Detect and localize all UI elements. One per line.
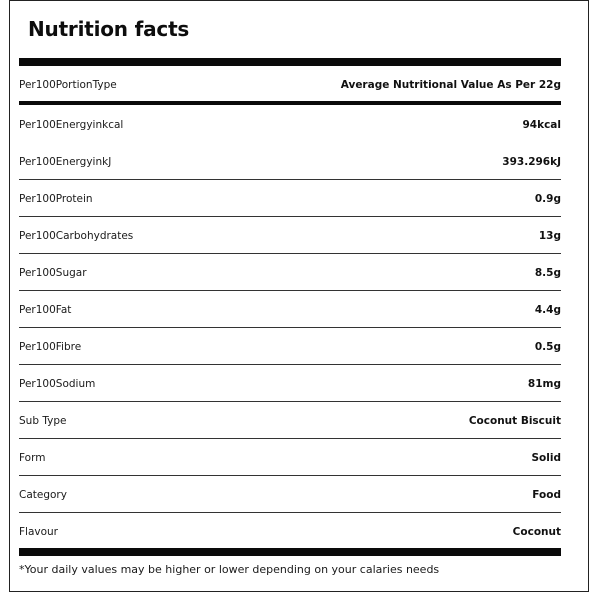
row-label: Per100Fibre	[19, 340, 82, 353]
row-value: Food	[532, 488, 561, 501]
table-row	[19, 365, 561, 402]
row-label: Per100Sugar	[19, 266, 87, 279]
row-label: Per100Fat	[19, 303, 72, 316]
table-row	[19, 254, 561, 291]
row-value: 4.4g	[534, 303, 561, 316]
table-row	[19, 291, 561, 328]
table-row	[19, 106, 561, 143]
row-value: Solid	[531, 451, 561, 464]
table-row	[19, 402, 561, 439]
row-label: Sub Type	[19, 414, 67, 427]
table-row	[19, 66, 561, 103]
table-row	[19, 328, 561, 365]
table-row	[19, 180, 561, 217]
row-value: 0.9g	[534, 192, 561, 205]
row-label: Per100Sodium	[19, 377, 96, 390]
row-label: Per100Protein	[19, 192, 93, 205]
row-value: Average Nutritional Value As Per 22g	[340, 78, 561, 91]
row-value: 0.5g	[534, 340, 561, 353]
row-label: Flavour	[19, 525, 59, 538]
row-label: Per100Energyinkcal	[19, 118, 124, 131]
table-row	[19, 217, 561, 254]
footnote: *Your daily values may be higher or lower depending on your calaries needs	[19, 563, 440, 576]
row-label: Per100EnergyinkJ	[19, 155, 112, 168]
top-thick-divider	[19, 58, 561, 66]
table-row	[19, 513, 561, 550]
table-row	[19, 143, 561, 180]
row-value: Coconut Biscuit	[468, 414, 561, 427]
table-row	[19, 476, 561, 513]
row-value: 393.296kJ	[502, 155, 561, 168]
row-value: 8.5g	[534, 266, 561, 279]
page-title: Nutrition facts	[28, 17, 190, 41]
row-label: Per100Carbohydrates	[19, 229, 134, 242]
row-label: Category	[19, 488, 67, 501]
row-value: Coconut	[512, 525, 561, 538]
row-value: 94kcal	[522, 118, 561, 131]
row-value: 13g	[538, 229, 561, 242]
row-label: Per100PortionType	[19, 78, 117, 91]
row-value: 81mg	[527, 377, 561, 390]
bottom-thick-divider	[19, 548, 561, 556]
row-label: Form	[19, 451, 46, 464]
table-row	[19, 439, 561, 476]
